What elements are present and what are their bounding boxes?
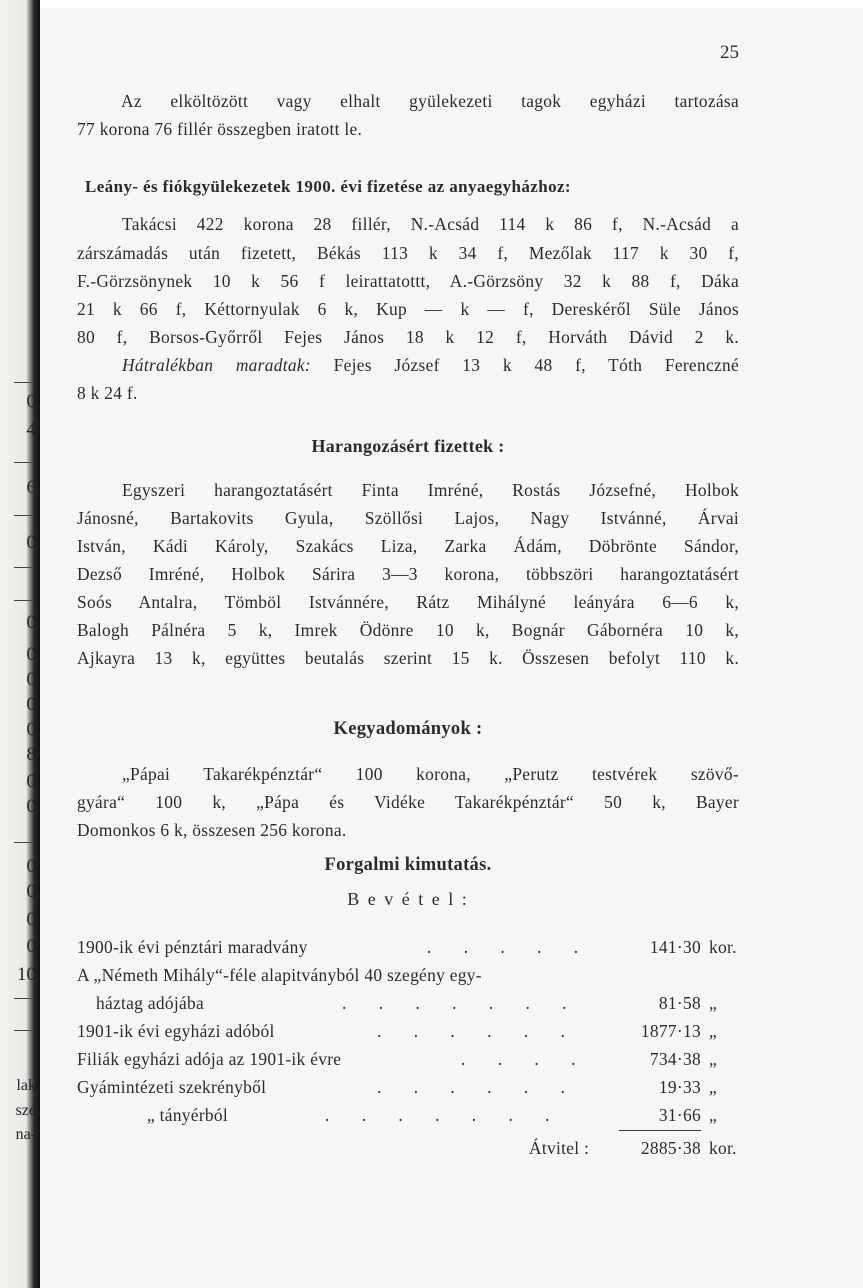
ledger-row-amount: 1877·13 — [640, 1021, 701, 1041]
carry-unit: kor. — [709, 1138, 737, 1158]
ledger-row-amount: 19·33 — [658, 1077, 701, 1097]
donations-line: Domonkos 6 k, összesen 256 korona. — [77, 820, 347, 840]
intro-line: Az elköltözött vagy elhalt gyülekezeti tagok egyházi tartozása — [121, 91, 739, 111]
ledger-row-unit: kor. — [709, 937, 737, 957]
arrears-text: Fejes József 13 k 48 f, Tóth Ferenczné — [310, 355, 739, 375]
bells-line: Jánosné, Bartakovits Gyula, Szöllősi Lajos, Nagy Istvánné, Árvai — [77, 508, 739, 528]
ledger-subheading: B e v é t e l : — [347, 889, 469, 909]
strip-digit: 0 — [26, 909, 36, 930]
page-number: 25 — [720, 42, 739, 63]
strip-digit: 0 — [26, 644, 36, 665]
strip-digit: 0 — [26, 936, 36, 957]
ledger-row-amount: 81·58 — [658, 993, 701, 1013]
bells-line: Balogh Pálnéra 5 k, Imrek Ödönre 10 k, Bognár Gábornéra 10 k, — [77, 620, 739, 640]
strip-digit: 0 — [26, 881, 36, 902]
ledger-row-amount: 31·66 — [658, 1105, 701, 1125]
ledger-row-label: „ tányérból — [147, 1105, 229, 1125]
ledger-row-dots: . . . . — [461, 1049, 590, 1069]
filial-heading: Leány- és fiókgyülekezetek 1900. évi fizetése az anyaegyházhoz: — [85, 177, 571, 196]
strip-digit: 0 — [26, 612, 36, 633]
strip-digit: 0 — [26, 694, 36, 715]
bells-line: Egyszeri harangoztatásért Finta Imréné, Rostás Józsefné, Holbok — [122, 480, 739, 500]
carry-amount: 2885·38 — [640, 1138, 701, 1158]
bells-heading: Harangozásért fizettek : — [311, 436, 505, 456]
bells-line: Soós Antalra, Tömböl Istvánnére, Rátz Mihályné leányára 6—6 k, — [77, 592, 739, 612]
ledger-row-unit: „ — [709, 1077, 718, 1097]
filial-line: 21 k 66 f, Kéttornyulak 6 k, Kup — k — f, Dereskéről Süle János — [77, 299, 739, 319]
ledger-row-label: Gyámintézeti szekrényből — [77, 1077, 267, 1097]
sum-rule — [619, 1130, 701, 1131]
ledger-row-unit: „ — [709, 993, 718, 1013]
strip-digit: 0 — [26, 856, 36, 877]
bells-line: Dezső Imréné, Holbok Sárira 3—3 korona, többszöri harangoztatásért — [77, 564, 739, 584]
ledger-row-dots: . . . . . . — [377, 1077, 579, 1097]
donations-heading: Kegyadományok : — [333, 719, 483, 739]
ledger-row-unit: „ — [709, 1021, 718, 1041]
ledger-row-dots: . . . . . . . — [342, 993, 581, 1013]
strip-digit: 8 — [26, 744, 36, 765]
carry-label: Átvitel : — [529, 1138, 590, 1158]
ledger-row-label: 1901-ik évi egyházi adóból — [77, 1021, 275, 1041]
ledger-row-dots: . . . . . — [427, 937, 593, 957]
strip-digit: 0 — [26, 669, 36, 690]
filial-line: zárszámadás után fizetett, Békás 113 k 34 f, Mezőlak 117 k 30 f, — [77, 243, 739, 263]
strip-digit: 0 — [26, 796, 36, 817]
ledger-row-label: 1900-ik évi pénztári maradvány — [77, 937, 308, 957]
strip-digit: 0 — [26, 771, 36, 792]
ledger-row-dots: . . . . . . — [377, 1021, 579, 1041]
ledger-row-unit: „ — [709, 1049, 718, 1069]
ledger-row-label: A „Németh Mihály“-féle alapitványból 40 szegény egy- — [77, 965, 482, 985]
ledger-row-amount: 141·30 — [649, 937, 701, 957]
arrears-label: Hátralékban maradtak: — [122, 355, 311, 375]
ledger-row-label: Filiák egyházi adója az 1901-ik évre — [77, 1049, 342, 1069]
strip-word: na- — [15, 1126, 36, 1143]
filial-arrears-line — [122, 357, 739, 374]
strip-digit: 0 — [26, 719, 36, 740]
strip-digit: 0 — [26, 532, 36, 553]
strip-digit: 10 — [17, 964, 36, 985]
ledger-row-dots: . . . . . . . — [325, 1105, 564, 1125]
strip-word: szé — [15, 1102, 36, 1119]
filial-line: 8 k 24 f. — [77, 383, 138, 403]
ledger-row-amount: 734·38 — [649, 1049, 701, 1069]
strip-digit: 6 — [26, 477, 36, 498]
intro-line: 77 korona 76 fillér összegben iratott le. — [77, 119, 363, 139]
ledger-heading: Forgalmi kimutatás. — [324, 855, 492, 875]
donations-line: gyára“ 100 k, „Pápa és Vidéke Takarékpénztár“ 50 k, Bayer — [77, 792, 739, 812]
bells-line: Ajkayra 13 k, együttes beutalás szerint 15 k. Összesen befolyt 110 k. — [77, 648, 739, 668]
strip-digit: 0 — [26, 391, 36, 412]
bells-line: István, Kádi Károly, Szakács Liza, Zarka Ádám, Döbrönte Sándor, — [77, 536, 739, 556]
donations-line: „Pápai Takarékpénztár“ 100 korona, „Perutz testvérek szövő- — [122, 764, 739, 784]
filial-line: F.-Görzsönynek 10 k 56 f leirattatottt, A.-Görzsöny 32 k 88 f, Dáka — [77, 271, 739, 291]
filial-line: Takácsi 422 korona 28 fillér, N.-Acsád 114 k 86 f, N.-Acsád a — [122, 214, 739, 234]
page-body — [77, 0, 739, 1288]
ledger-row-label: háztag adójába — [96, 993, 205, 1013]
filial-line: 80 f, Borsos-Győrről Fejes János 18 k 12 f, Horváth Dávid 2 k. — [77, 327, 739, 347]
strip-word: lak — [16, 1077, 36, 1094]
ledger-row-unit: „ — [709, 1105, 718, 1125]
strip-digit: 4 — [26, 419, 36, 440]
